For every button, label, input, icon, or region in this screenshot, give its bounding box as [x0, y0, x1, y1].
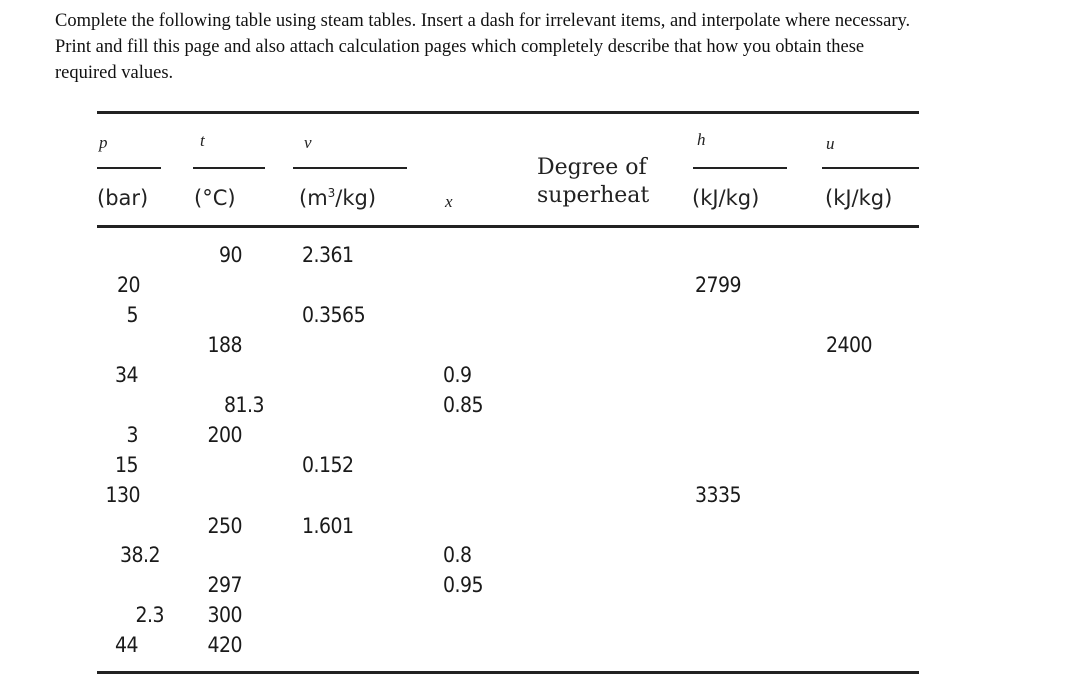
cell-t: 81.3 [223, 393, 264, 417]
h-header-unit: (kJ/kg) [692, 186, 760, 210]
cell-h: 2799 [695, 273, 742, 297]
cell-t: 420 [207, 633, 242, 657]
v-header-rule [293, 167, 407, 169]
cell-p: 15 [114, 453, 138, 477]
cell-u: 2400 [826, 333, 873, 357]
x-header-symbol: x [445, 192, 453, 211]
cell-t: 300 [207, 603, 242, 627]
cell-t: 297 [207, 573, 242, 597]
superheat-header [537, 154, 649, 210]
cell-p: 20 [116, 273, 140, 297]
cell-t: 90 [218, 243, 242, 267]
cell-x: 0.8 [443, 543, 472, 567]
cell-v: 1.601 [302, 514, 354, 538]
cell-x: 0.9 [443, 363, 472, 387]
cell-p: 5 [126, 303, 138, 327]
u-header-unit: (kJ/kg) [825, 186, 893, 210]
u-header-rule [822, 167, 919, 169]
instruction-line-3: required values. [55, 63, 174, 83]
cell-x: 0.95 [443, 573, 484, 597]
superheat-header-line-2: superheat [537, 183, 650, 208]
v-unit-post: /kg) [335, 186, 377, 210]
cell-t: 200 [207, 423, 242, 447]
cell-v: 2.361 [302, 243, 354, 267]
cell-t: 188 [207, 333, 242, 357]
cell-x: 0.85 [443, 393, 484, 417]
cell-h: 3335 [695, 483, 742, 507]
v-unit-pre: (m [299, 186, 328, 210]
cell-p: 38.2 [119, 543, 160, 567]
v-header-symbol: v [304, 133, 312, 152]
t-header-unit: (°C) [194, 186, 236, 210]
instruction-line-1: Complete the following table using steam tables. Insert a dash for irrelevant items, and interpolate where necessary. [55, 11, 911, 31]
cell-t: 250 [207, 514, 242, 538]
t-header-symbol: t [200, 131, 205, 150]
cell-p: 44 [114, 633, 138, 657]
p-header-symbol: p [99, 133, 108, 152]
u-header-symbol: u [826, 134, 835, 153]
cell-p: 2.3 [135, 603, 164, 627]
t-header-rule [193, 167, 265, 169]
instruction-line-2: Print and fill this page and also attach calculation pages which completely describe that how you obtain these [55, 37, 865, 57]
h-header-symbol: h [697, 130, 706, 149]
v-unit-sup: 3 [327, 186, 336, 200]
cell-p: 130 [105, 483, 140, 507]
p-header-unit: (bar) [97, 186, 149, 210]
cell-p: 34 [114, 363, 138, 387]
h-header-rule [693, 167, 787, 169]
cell-p: 3 [126, 423, 138, 447]
cell-v: 0.152 [302, 453, 354, 477]
v-header-unit [299, 186, 376, 210]
p-header-rule [97, 167, 161, 169]
superheat-header-line-1: Degree of [537, 155, 647, 180]
header-bottom-rule [97, 225, 919, 228]
cell-v: 0.3565 [302, 303, 366, 327]
table-bottom-rule [97, 671, 919, 674]
table-top-rule [97, 111, 919, 114]
